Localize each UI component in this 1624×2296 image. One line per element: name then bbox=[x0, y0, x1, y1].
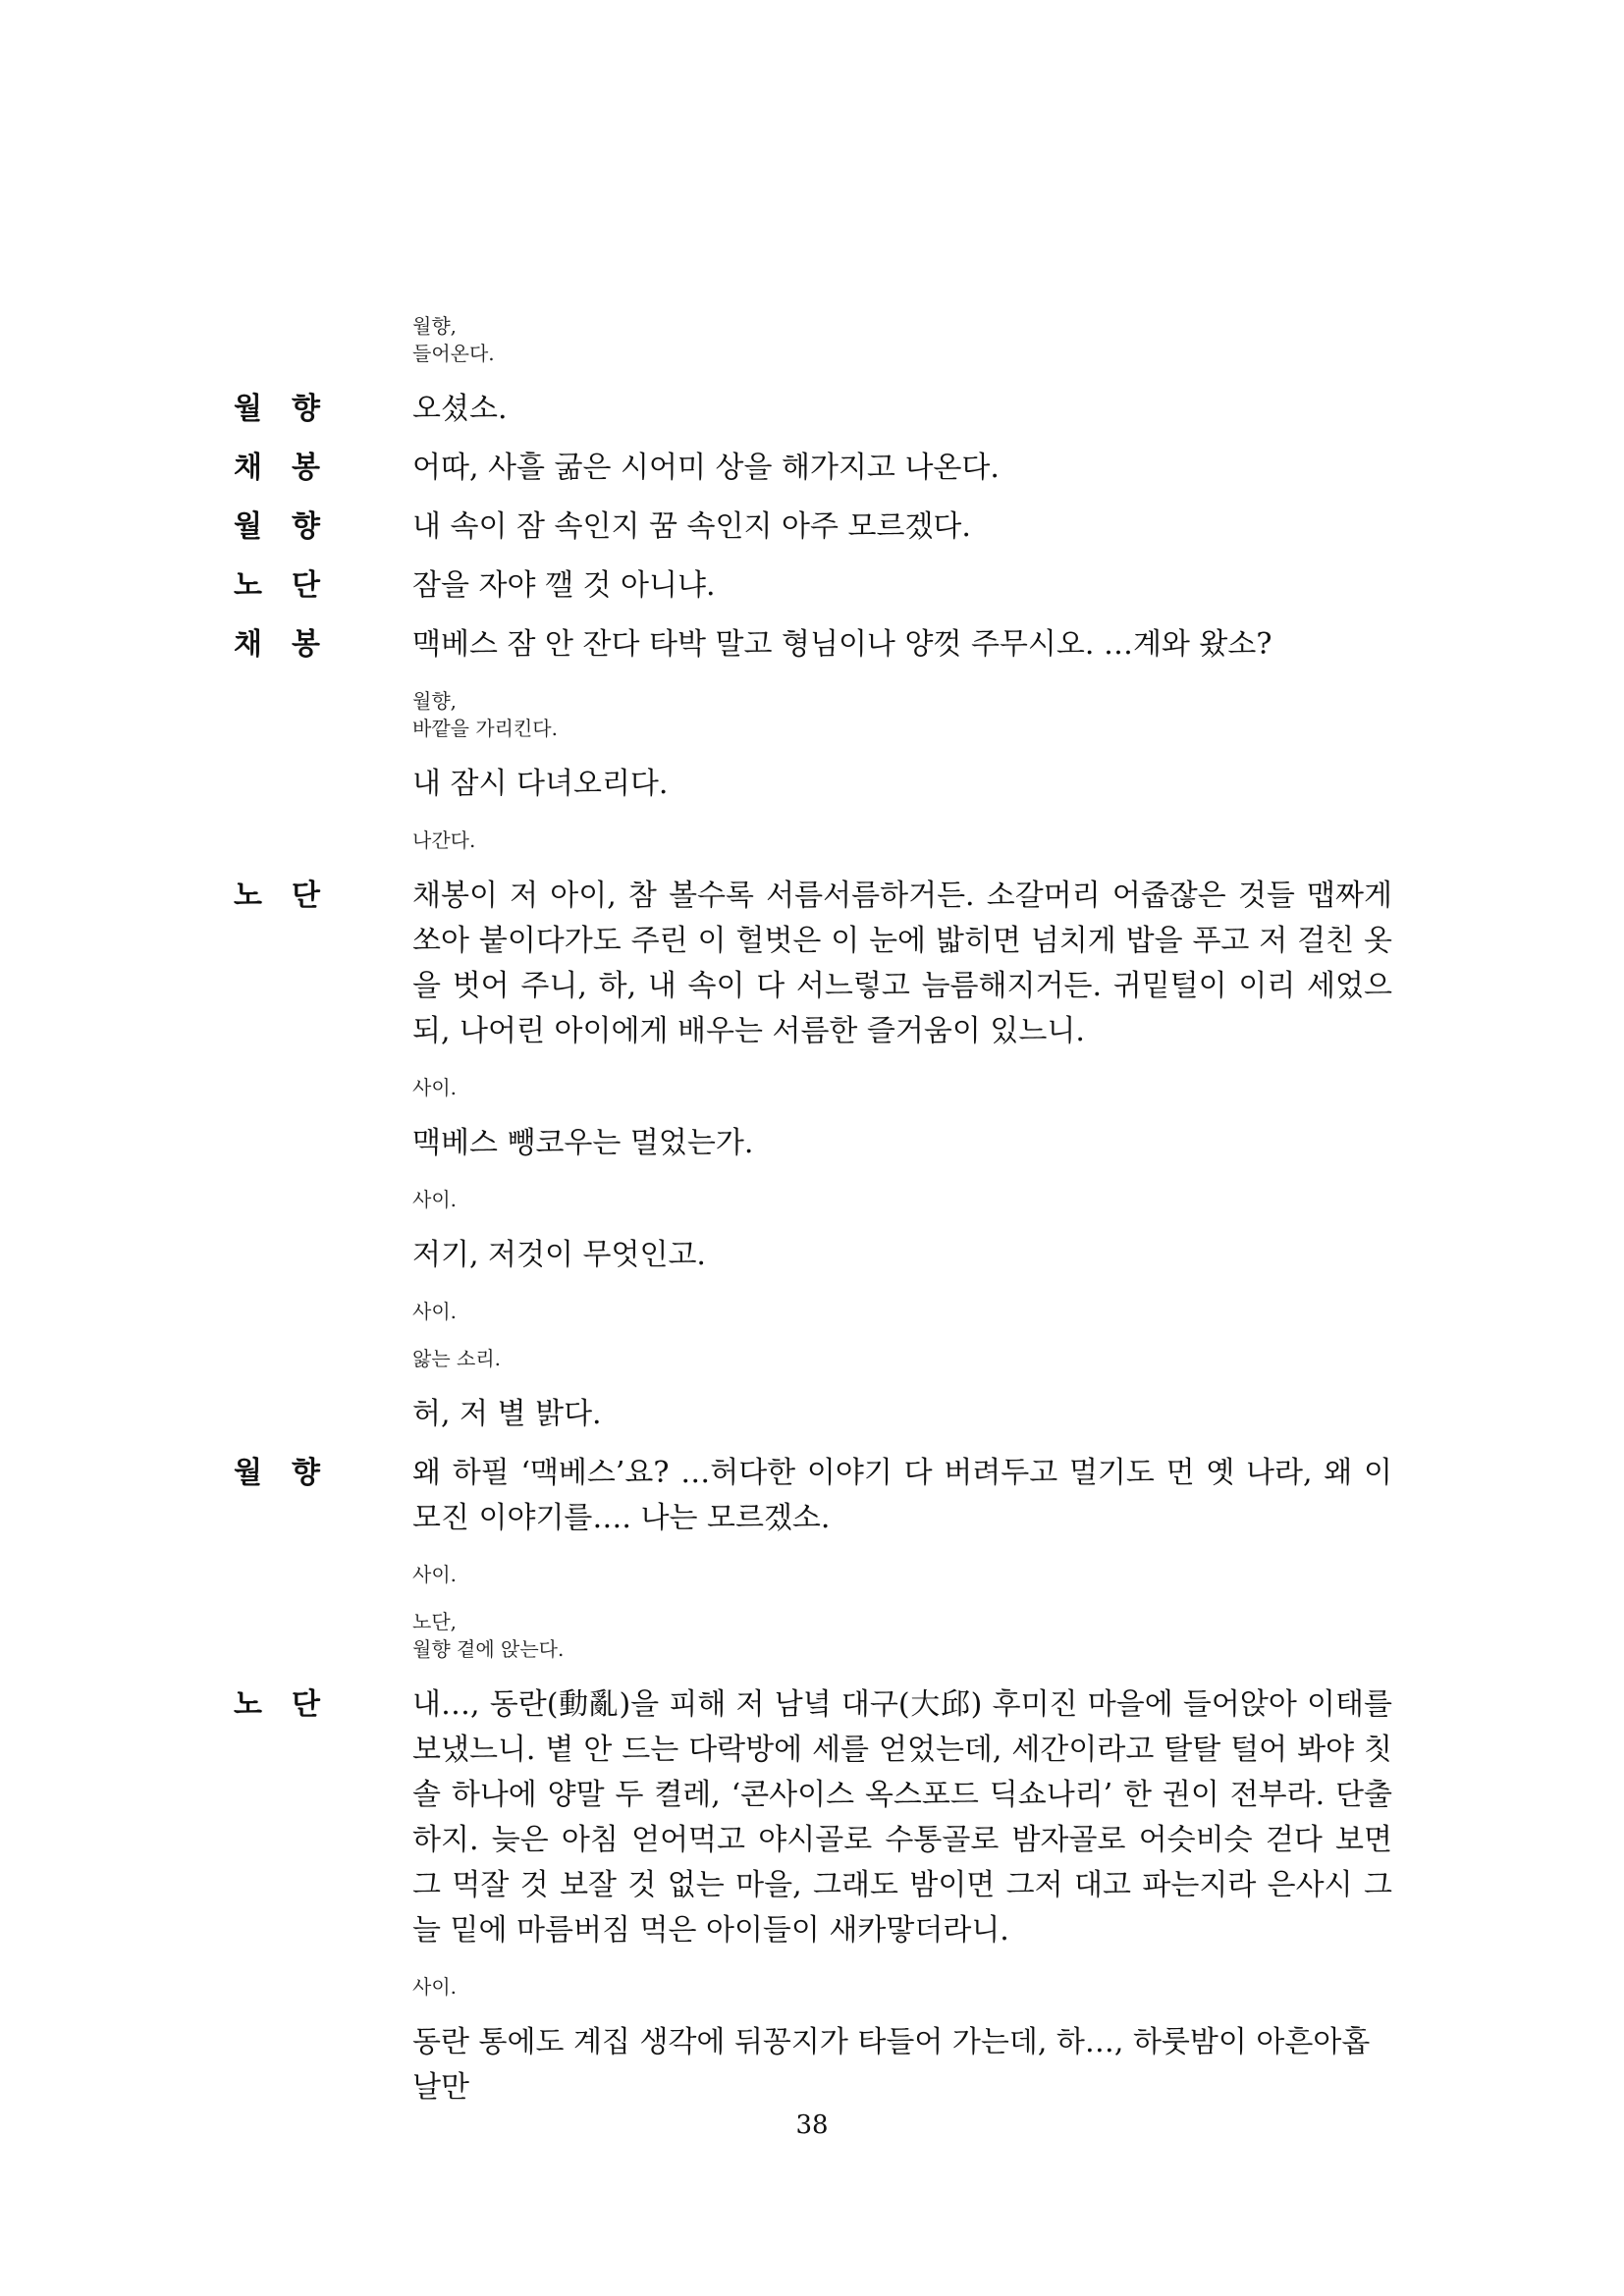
block-gap bbox=[234, 491, 1392, 505]
block-gap bbox=[234, 432, 1392, 446]
speech-text: 채봉이 저 아이, 참 볼수록 서름서름하거든. 소갈머리 어줍잖은 것들 맵짜게 쏘아 붙이다가도 주린 이 헐벗은 이 눈에 밟히면 넘치게 밥을 푸고 저 걸친 옷을 벗어 주니, 하, 내 속이 다 서느렇고 늠름해지거든. 귀밑털이 이리 세었으되, 나어린 아이에게 배우는 서름한 즐거움이 있느니. bbox=[412, 879, 1392, 1048]
speech-continuation: 맥베스 뺑코우는 멀었는가. bbox=[412, 1126, 754, 1160]
speech-text: 오셨소. bbox=[412, 392, 508, 426]
dialogue-line bbox=[234, 622, 1392, 667]
block-gap bbox=[234, 667, 1392, 687]
speech-text: 어따, 사흘 굶은 시어미 상을 해가지고 나온다. bbox=[412, 451, 1000, 485]
stage-direction-line: 사이. bbox=[412, 1975, 457, 1999]
speech-continuation: 내 잠시 다녀오리다. bbox=[412, 767, 669, 801]
dialogue-line bbox=[234, 1682, 1392, 1953]
script-body bbox=[234, 312, 1392, 2110]
stage-direction bbox=[412, 1298, 1392, 1325]
speaker-name: 채봉 bbox=[234, 627, 350, 662]
dialogue-line bbox=[234, 446, 1392, 491]
stage-direction bbox=[412, 1345, 1392, 1372]
speaker-name: 월향 bbox=[234, 1456, 350, 1490]
stage-direction-line: 노단, bbox=[412, 1610, 457, 1633]
stage-direction bbox=[412, 312, 1392, 367]
page-number: 38 bbox=[795, 2110, 829, 2140]
stage-direction-line: 들어온다. bbox=[412, 342, 495, 365]
stage-direction-line: 나간다. bbox=[412, 828, 476, 852]
stage-direction-line: 월향 곁에 앉는다. bbox=[412, 1637, 565, 1661]
block-gap bbox=[234, 1166, 1392, 1186]
speaker-name: 노단 bbox=[234, 879, 350, 913]
block-gap bbox=[234, 609, 1392, 622]
stage-direction-line: 월향, bbox=[412, 314, 457, 338]
block-gap bbox=[234, 1278, 1392, 1298]
block-gap bbox=[234, 1213, 1392, 1233]
block-gap bbox=[234, 1953, 1392, 1973]
block-gap bbox=[234, 854, 1392, 874]
block-gap bbox=[234, 1372, 1392, 1392]
speaker-name: 노단 bbox=[234, 568, 350, 603]
dialogue-line bbox=[234, 1451, 1392, 1541]
block-gap bbox=[234, 550, 1392, 563]
block-gap bbox=[234, 1054, 1392, 1074]
stage-direction bbox=[412, 827, 1392, 854]
stage-direction bbox=[412, 1074, 1392, 1101]
stage-direction-line: 앓는 소리. bbox=[412, 1347, 501, 1370]
block-gap bbox=[234, 807, 1392, 827]
block-gap bbox=[234, 742, 1392, 762]
speech-text: 잠을 자야 깰 것 아니냐. bbox=[412, 568, 716, 603]
block-gap bbox=[234, 1437, 1392, 1451]
speech-text: 내…, 동란(動亂)을 피해 저 남녘 대구(大邱) 후미진 마을에 들어앉아 이태를 보냈느니. 볕 안 드는 다락방에 세를 얻었는데, 세간이라고 탈탈 털어 봐야 칫솔 하나에 양말 두 켤레, ‘콘사이스 옥스포드 딕쇼나리’ 한 권이 전부라. 단출하지. 늦은 아침 얻어먹고 야시골로 수통골로 밤자골로 어슷비슷 걷다 보면 그 먹잘 것 보잘 것 없는 마을, 그래도 밤이면 그저 대고 파는지라 은사시 그늘 밑에 마름버짐 먹은 아이들이 새카맣더라니. bbox=[412, 1687, 1392, 1948]
stage-direction bbox=[412, 1561, 1392, 1588]
stage-direction-line: 사이. bbox=[412, 1076, 457, 1099]
block-gap bbox=[234, 1541, 1392, 1561]
speaker-name: 월향 bbox=[234, 392, 350, 426]
dialogue-line bbox=[234, 563, 1392, 609]
stage-direction-line: 월향, bbox=[412, 689, 457, 713]
dialogue-line bbox=[234, 505, 1392, 550]
speaker-name: 채봉 bbox=[234, 451, 350, 485]
speaker-name: 노단 bbox=[234, 1687, 350, 1722]
block-gap bbox=[234, 1588, 1392, 1608]
speech-text: 맥베스 잠 안 잔다 타박 말고 형님이나 양껏 주무시오. …계와 왔소? bbox=[412, 627, 1272, 662]
dialogue-line bbox=[234, 874, 1392, 1054]
stage-direction bbox=[412, 687, 1392, 742]
speech-text: 내 속이 잠 속인지 꿈 속인지 아주 모르겠다. bbox=[412, 509, 971, 544]
stage-direction-line: 사이. bbox=[412, 1563, 457, 1586]
block-gap bbox=[234, 367, 1392, 387]
speech-text: 왜 하필 ‘맥베스’요? …허다한 이야기 다 버려두고 멀기도 먼 옛 나라, 왜 이 모진 이야기를…. 나는 모르겠소. bbox=[412, 1456, 1392, 1535]
stage-direction bbox=[412, 1973, 1392, 2001]
dialogue-line bbox=[234, 387, 1392, 432]
stage-direction bbox=[412, 1608, 1392, 1663]
block-gap bbox=[234, 1101, 1392, 1121]
block-gap bbox=[234, 1663, 1392, 1682]
speaker-name: 월향 bbox=[234, 509, 350, 544]
speech-continuation: 저기, 저것이 무엇인고. bbox=[412, 1238, 706, 1272]
block-gap bbox=[234, 2001, 1392, 2020]
speech-continuation: 동란 통에도 계집 생각에 뒤꽁지가 타들어 가는데, 하…, 하룻밤이 아흔아홉 날만 bbox=[412, 2025, 1371, 2105]
stage-direction-line: 사이. bbox=[412, 1188, 457, 1211]
speech-continuation: 허, 저 별 밝다. bbox=[412, 1397, 602, 1431]
stage-direction-line: 사이. bbox=[412, 1300, 457, 1323]
stage-direction bbox=[412, 1186, 1392, 1213]
stage-direction-line: 바깥을 가리킨다. bbox=[412, 717, 558, 740]
block-gap bbox=[234, 1325, 1392, 1345]
